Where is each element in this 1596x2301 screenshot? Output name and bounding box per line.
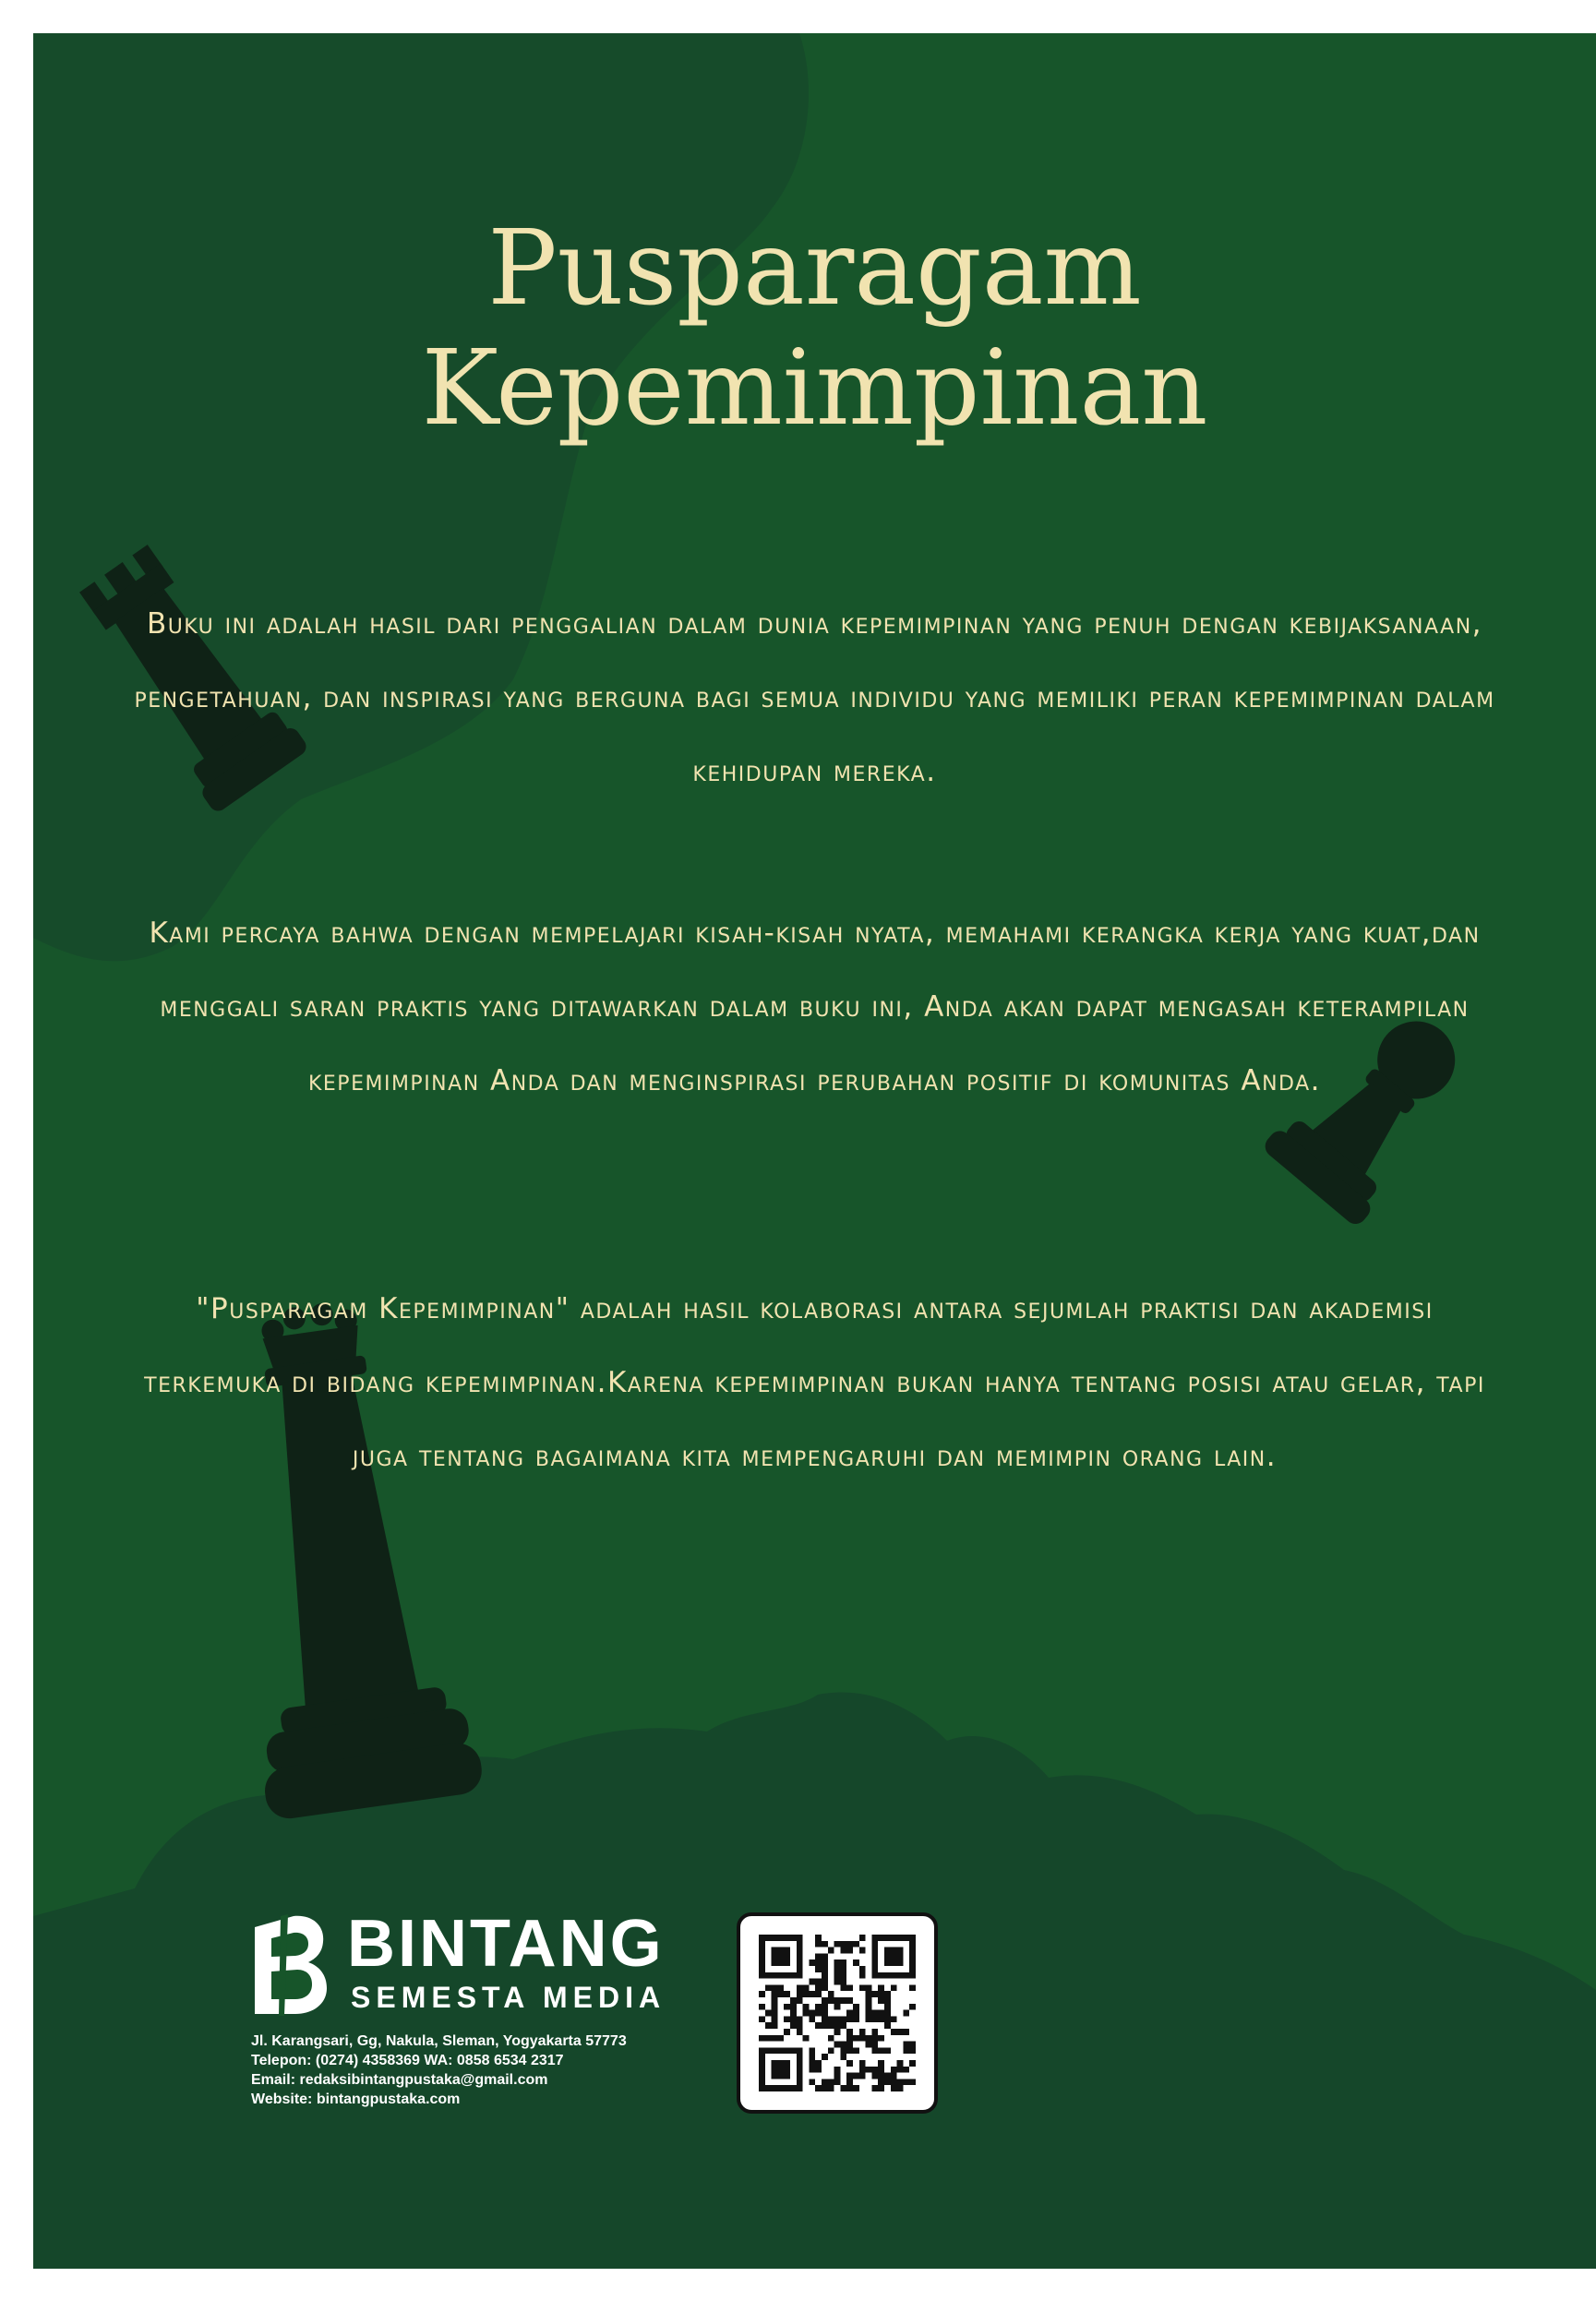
book-title [33, 209, 1596, 449]
synopsis-paragraph-3: "Pusparagam Kepemimpinan" adalah hasil kolaborasi antara sejumlah praktisi dan akademisi terkemuka di bidang kepemimpinan.Karena kepemimpinan bukan hanya tentang posisi atau gelar, tapi juga tentang bagaimana kita mempengaruhi dan memimpin orang lain. [144, 1292, 1485, 1473]
qr-code-icon [759, 1935, 916, 2091]
book-title-line2: Kepemimpinan [421, 329, 1208, 449]
book-title-line1: Pusparagam [487, 209, 1142, 329]
qr-code[interactable] [737, 1912, 938, 2114]
publisher-address: Jl. Karangsari, Gg, Nakula, Sleman, Yogyakarta 57773 [251, 2033, 627, 2049]
bintang-logo-icon [247, 1914, 329, 2016]
background-blob-top-left [33, 33, 809, 961]
publisher-name: BINTANG [347, 1907, 665, 1981]
book-back-cover [33, 33, 1596, 2269]
publisher-email: Email: redaksibintangpustaka@gmail.com [251, 2072, 548, 2088]
publisher-website: Website: bintangpustaka.com [251, 2091, 461, 2107]
publisher-contact [251, 2031, 627, 2109]
synopsis-paragraph-2: Kami percaya bahwa dengan mempelajari kisah-kisah nyata, memahami kerangka kerja yang kuat,dan menggali saran praktis yang ditawarkan dalam buku ini, Anda akan dapat mengasah keterampilan kepemimpinan Anda dan menginspirasi perubahan positif di komunitas Anda. [149, 917, 1481, 1097]
publisher-phone: Telepon: (0274) 4358369 WA: 0858 6534 2317 [251, 2053, 564, 2068]
publisher-subtitle: SEMESTA MEDIA [351, 1981, 666, 2014]
synopsis-paragraph-1: Buku ini adalah hasil dari penggalian dalam dunia kepemimpinan yang penuh dengan kebijaksanaan, pengetahuan, dan inspirasi yang berguna bagi semua individu yang memiliki peran kepemimpinan dalam kehidupan mereka. [134, 607, 1495, 788]
